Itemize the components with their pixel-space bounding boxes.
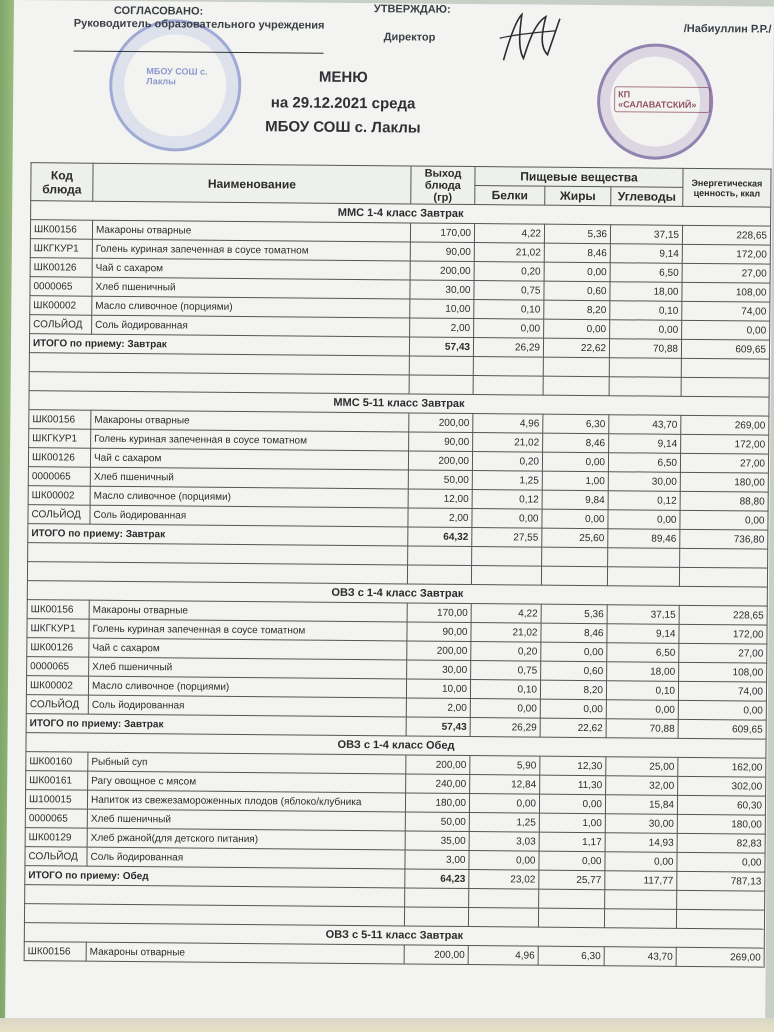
- dish-carbs: 0,00: [606, 700, 678, 720]
- dish-energy: 108,00: [682, 282, 770, 302]
- col-energy-header: Энергетическая ценность, ккал: [683, 168, 771, 207]
- dish-fat: 5,36: [544, 224, 610, 244]
- dish-protein: 0,00: [472, 509, 542, 529]
- dish-name: Рыбный суп: [88, 752, 406, 774]
- col-carbs-header: Углеводы: [611, 187, 683, 207]
- total-yield: 57,43: [406, 717, 470, 737]
- total-energy: 787,13: [677, 871, 765, 891]
- dish-name: Масло сливочное (порциями): [90, 486, 408, 508]
- empty-cell: [609, 358, 681, 378]
- dish-yield: 200,00: [404, 945, 468, 965]
- dish-yield: 30,00: [410, 280, 474, 300]
- empty-cell: [407, 565, 471, 585]
- dish-protein: 0,10: [470, 680, 540, 700]
- dish-yield: 90,00: [409, 432, 473, 452]
- dish-code: СОЛЬЙОД: [26, 695, 88, 715]
- dish-protein: 0,00: [474, 319, 544, 339]
- col-name-header: Наименование: [93, 163, 411, 204]
- dish-name: Макароны отварные: [89, 600, 407, 622]
- empty-cell: [679, 567, 767, 587]
- dish-protein: 0,75: [471, 661, 541, 681]
- empty-cell: [404, 907, 468, 927]
- dish-yield: 200,00: [409, 413, 473, 433]
- dish-protein: 1,25: [472, 471, 542, 491]
- dish-energy: 108,00: [679, 662, 767, 682]
- dish-code: СОЛЬЙОД: [28, 505, 90, 525]
- dish-energy: 88,80: [680, 491, 768, 511]
- dish-carbs: 9,14: [607, 624, 679, 644]
- dish-fat: 1,00: [539, 813, 605, 833]
- menu-table-body: [24, 201, 771, 967]
- dish-fat: 8,46: [544, 243, 610, 263]
- dish-yield: 50,00: [405, 812, 469, 832]
- total-fat: 22,62: [543, 338, 609, 358]
- dish-fat: 0,00: [544, 262, 610, 282]
- empty-cell: [538, 908, 604, 928]
- menu-document: [5, 0, 774, 1027]
- total-label: ИТОГО по приему: Обед: [25, 866, 405, 888]
- dish-carbs: 18,00: [607, 662, 679, 682]
- dish-yield: 200,00: [408, 451, 472, 471]
- dish-code: ШК00002: [26, 676, 88, 696]
- total-label: ИТОГО по приему: Завтрак: [28, 524, 408, 546]
- dish-fat: 0,00: [540, 699, 606, 719]
- agreed-signature-line: [74, 39, 324, 54]
- dish-energy: 162,00: [678, 757, 766, 777]
- dish-code: Ш100015: [25, 790, 87, 810]
- dish-carbs: 37,15: [607, 605, 679, 625]
- dish-carbs: 18,00: [610, 282, 682, 302]
- dish-carbs: 0,10: [606, 681, 678, 701]
- approve-role: Директор: [383, 31, 436, 44]
- total-protein: 26,29: [470, 718, 540, 738]
- col-code-header: Код блюда: [31, 163, 93, 202]
- total-carbs: 70,88: [606, 719, 678, 739]
- dish-yield: 170,00: [407, 603, 471, 623]
- dish-code: ШК00002: [30, 296, 92, 316]
- empty-cell: [468, 908, 538, 928]
- dish-code: 0000065: [30, 277, 92, 297]
- dish-protein: 5,90: [470, 756, 540, 776]
- dish-code: ШК00156: [24, 942, 86, 962]
- dish-carbs: 0,00: [608, 510, 680, 530]
- dish-protein: 4,96: [468, 946, 538, 966]
- total-energy: 736,80: [680, 529, 768, 549]
- dish-protein: 0,12: [472, 490, 542, 510]
- dish-energy: 228,65: [682, 225, 770, 245]
- agreed-title: СОГЛАСОВАНО:: [113, 4, 204, 18]
- dish-name: Голень куриная запеченная в соусе томатном: [92, 239, 410, 261]
- dish-carbs: 0,00: [610, 320, 682, 340]
- dish-yield: 240,00: [406, 774, 470, 794]
- empty-cell: [681, 377, 769, 397]
- dish-energy: 27,00: [680, 453, 768, 473]
- dish-yield: 3,00: [405, 850, 469, 870]
- dish-name: Соль йодированная: [87, 847, 405, 869]
- total-yield: 64,23: [405, 869, 469, 889]
- dish-fat: 0,00: [541, 642, 607, 662]
- dish-energy: 74,00: [682, 301, 770, 321]
- dish-carbs: 9,14: [609, 434, 681, 454]
- dish-protein: 0,00: [470, 699, 540, 719]
- dish-name: Масло сливочное (порциями): [92, 296, 410, 318]
- empty-cell: [681, 358, 769, 378]
- dish-energy: 27,00: [682, 263, 770, 283]
- dish-energy: 0,00: [682, 320, 770, 340]
- empty-cell: [605, 890, 677, 910]
- dish-name: Хлеб пшеничный: [90, 467, 408, 489]
- dish-fat: 11,30: [540, 775, 606, 795]
- dish-code: ШК00161: [26, 771, 88, 791]
- dish-protein: 21,02: [473, 433, 543, 453]
- empty-cell: [473, 357, 543, 377]
- dish-name: Масло сливочное (порциями): [88, 676, 406, 698]
- dish-energy: 180,00: [680, 472, 768, 492]
- section-title: ОВЗ с 1-4 класс Обед: [26, 733, 766, 758]
- dish-fat: 8,20: [544, 300, 610, 320]
- empty-cell: [539, 889, 605, 909]
- dish-protein: 4,22: [474, 224, 544, 244]
- menu-date: на 29.12.2021 среда: [270, 94, 416, 113]
- dish-code: ШК00156: [29, 410, 91, 430]
- dish-name: Макароны отварные: [92, 220, 410, 242]
- dish-protein: 0,20: [472, 452, 542, 472]
- dish-fat: 8,46: [543, 433, 609, 453]
- dish-energy: 172,00: [679, 624, 767, 644]
- school-stamp-text: МБОУ СОШ с. Лаклы: [146, 66, 208, 87]
- dish-fat: 0,00: [544, 319, 610, 339]
- director-signature-icon: [495, 8, 566, 69]
- dish-yield: 12,00: [408, 489, 472, 509]
- col-protein-header: Белки: [475, 186, 545, 206]
- dish-protein: 12,84: [470, 775, 540, 795]
- dish-energy: 0,00: [677, 852, 765, 872]
- dish-yield: 10,00: [410, 299, 474, 319]
- empty-cell: [471, 566, 541, 586]
- menu-table: [24, 162, 772, 967]
- empty-cell: [607, 567, 679, 587]
- dish-code: ШК00126: [28, 448, 90, 468]
- dish-yield: 90,00: [407, 622, 471, 642]
- dish-energy: 82,83: [677, 833, 765, 853]
- total-protein: 23,02: [469, 870, 539, 890]
- dish-carbs: 6,50: [608, 453, 680, 473]
- dish-energy: 74,00: [678, 681, 766, 701]
- company-stamp-text: КП «САЛАВАТСКИЙ»: [614, 86, 710, 113]
- dish-carbs: 37,15: [610, 225, 682, 245]
- dish-yield: 2,00: [410, 318, 474, 338]
- dish-code: 0000065: [28, 467, 90, 487]
- dish-carbs: 6,50: [607, 643, 679, 663]
- dish-yield: 90,00: [410, 242, 474, 262]
- dish-name: Соль йодированная: [92, 315, 410, 337]
- total-energy: 609,65: [678, 719, 766, 739]
- dish-code: ШК00129: [25, 828, 87, 848]
- dish-carbs: 43,70: [604, 947, 676, 967]
- dish-name: Рагу овощное с мясом: [88, 771, 406, 793]
- empty-cell: [469, 889, 539, 909]
- dish-protein: 0,75: [474, 281, 544, 301]
- dish-name: Соль йодированная: [90, 505, 408, 527]
- dish-fat: 1,00: [542, 471, 608, 491]
- dish-carbs: 0,00: [605, 852, 677, 872]
- dish-yield: 50,00: [408, 470, 472, 490]
- dish-code: 0000065: [25, 809, 87, 829]
- empty-cell: [609, 377, 681, 397]
- dish-code: ШК00002: [28, 486, 90, 506]
- dish-protein: 1,25: [469, 813, 539, 833]
- dish-yield: 2,00: [406, 698, 470, 718]
- dish-name: Чай с сахаром: [92, 258, 410, 280]
- dish-carbs: 43,70: [609, 415, 681, 435]
- dish-fat: 1,17: [539, 832, 605, 852]
- empty-cell: [676, 909, 764, 929]
- total-energy: 609,65: [681, 339, 769, 359]
- dish-protein: 0,00: [469, 794, 539, 814]
- dish-yield: 170,00: [410, 223, 474, 243]
- empty-cell: [473, 376, 543, 396]
- dish-energy: 172,00: [682, 244, 770, 264]
- dish-name: Хлеб пшеничный: [92, 277, 410, 299]
- dish-yield: 10,00: [406, 679, 470, 699]
- dish-carbs: 0,10: [610, 301, 682, 321]
- total-fat: 25,60: [542, 528, 608, 548]
- dish-protein: 21,02: [474, 243, 544, 263]
- dish-code: ШК00156: [27, 600, 89, 620]
- agreed-role: Руководитель образовательного учреждения: [73, 17, 325, 32]
- empty-cell: [405, 888, 469, 908]
- dish-yield: 180,00: [405, 793, 469, 813]
- dish-name: Чай с сахаром: [90, 448, 408, 470]
- dish-code: ШК00126: [27, 638, 89, 658]
- dish-yield: 35,00: [405, 831, 469, 851]
- dish-protein: 21,02: [471, 623, 541, 643]
- dish-code: ШК00160: [26, 752, 88, 772]
- dish-energy: 0,00: [678, 700, 766, 720]
- empty-cell: [604, 909, 676, 929]
- dish-fat: 0,00: [539, 851, 605, 871]
- total-carbs: 117,77: [605, 871, 677, 891]
- bottom-edge: [0, 1018, 774, 1032]
- dish-name: Хлеб пшеничный: [87, 809, 405, 831]
- dish-code: ШК00126: [30, 258, 92, 278]
- dish-code: СОЛЬЙОД: [25, 847, 87, 867]
- dish-fat: 8,46: [541, 623, 607, 643]
- dish-fat: 0,60: [541, 661, 607, 681]
- total-fat: 22,62: [540, 718, 606, 738]
- dish-fat: 6,30: [538, 946, 604, 966]
- dish-fat: 0,00: [539, 794, 605, 814]
- dish-name: Чай с сахаром: [89, 638, 407, 660]
- empty-cell: [409, 356, 473, 376]
- dish-carbs: 32,00: [606, 776, 678, 796]
- dish-energy: 269,00: [681, 415, 769, 435]
- total-protein: 27,55: [472, 528, 542, 548]
- dish-energy: 302,00: [678, 776, 766, 796]
- total-carbs: 89,46: [608, 529, 680, 549]
- empty-cell: [541, 566, 607, 586]
- dish-yield: 200,00: [406, 755, 470, 775]
- total-label: ИТОГО по приему: Завтрак: [29, 334, 409, 356]
- dish-energy: 180,00: [677, 814, 765, 834]
- dish-code: ШКГКУР1: [30, 239, 92, 259]
- dish-fat: 0,00: [542, 452, 608, 472]
- dish-fat: 0,00: [542, 509, 608, 529]
- dish-protein: 0,00: [469, 851, 539, 871]
- dish-carbs: 14,93: [605, 833, 677, 853]
- dish-name: Макароны отварные: [91, 410, 409, 432]
- col-fat-header: Жиры: [545, 186, 611, 206]
- section-title: ОВЗ с 1-4 класс Завтрак: [27, 581, 767, 606]
- approve-title: УТВЕРЖДАЮ:: [373, 3, 451, 16]
- empty-cell: [677, 890, 765, 910]
- section-title: ММС 5-11 класс Завтрак: [29, 391, 769, 416]
- section-title: ОВЗ с 5-11 класс Завтрак: [24, 923, 764, 948]
- empty-cell: [680, 548, 768, 568]
- dish-fat: 9,84: [542, 490, 608, 510]
- dish-protein: 0,20: [471, 642, 541, 662]
- total-protein: 26,29: [473, 338, 543, 358]
- dish-energy: 0,00: [680, 510, 768, 530]
- total-fat: 25,77: [539, 870, 605, 890]
- dish-carbs: 30,00: [608, 472, 680, 492]
- dish-energy: 172,00: [681, 434, 769, 454]
- dish-name: Соль йодированная: [88, 695, 406, 717]
- col-nutrients-header: Пищевые вещества: [475, 167, 683, 188]
- total-yield: 64,32: [408, 527, 472, 547]
- dish-carbs: 9,14: [610, 244, 682, 264]
- approve-name: /Набиуллин Р.Р./: [683, 22, 772, 36]
- dish-yield: 2,00: [408, 508, 472, 528]
- dish-name: Хлеб ржаной(для детского питания): [87, 828, 405, 850]
- dish-energy: 228,65: [679, 605, 767, 625]
- school-name: МБОУ СОШ с. Лаклы: [265, 118, 421, 137]
- dish-yield: 200,00: [407, 641, 471, 661]
- dish-energy: 60,30: [677, 795, 765, 815]
- dish-yield: 30,00: [407, 660, 471, 680]
- empty-cell: [608, 548, 680, 568]
- dish-protein: 0,10: [474, 300, 544, 320]
- dish-carbs: 0,12: [608, 491, 680, 511]
- section-title: ММС 1-4 класс Завтрак: [31, 201, 771, 226]
- dish-yield: 200,00: [410, 261, 474, 281]
- dish-protein: 4,96: [473, 414, 543, 434]
- dish-code: 0000065: [27, 657, 89, 677]
- dish-name: Напиток из свежезамороженных плодов (яблоко/клубника: [87, 790, 405, 812]
- dish-name: Хлеб пшеничный: [89, 657, 407, 679]
- dish-fat: 0,60: [544, 281, 610, 301]
- dish-carbs: 6,50: [610, 263, 682, 283]
- dish-energy: 269,00: [676, 947, 764, 967]
- dish-fat: 8,20: [540, 680, 606, 700]
- total-label: ИТОГО по приему: Завтрак: [26, 714, 406, 736]
- dish-code: СОЛЬЙОД: [30, 315, 92, 335]
- dish-carbs: 30,00: [605, 814, 677, 834]
- empty-cell: [472, 547, 542, 567]
- empty-cell: [543, 357, 609, 377]
- empty-cell: [543, 376, 609, 396]
- empty-cell: [542, 547, 608, 567]
- dish-fat: 6,30: [543, 414, 609, 434]
- total-carbs: 70,88: [609, 339, 681, 359]
- dish-protein: 3,03: [469, 832, 539, 852]
- dish-code: ШКГКУР1: [29, 429, 91, 449]
- dish-name: Макароны отварные: [86, 942, 404, 964]
- dish-code: ШКГКУР1: [27, 619, 89, 639]
- dish-protein: 4,22: [471, 604, 541, 624]
- dish-name: Голень куриная запеченная в соусе томатном: [91, 429, 409, 451]
- dish-fat: 12,30: [540, 756, 606, 776]
- dish-protein: 0,20: [474, 262, 544, 282]
- dish-code: ШК00156: [30, 220, 92, 240]
- menu-title: МЕНЮ: [318, 68, 368, 87]
- empty-cell: [409, 375, 473, 395]
- dish-carbs: 25,00: [606, 757, 678, 777]
- empty-cell: [408, 546, 472, 566]
- dish-carbs: 15,84: [605, 795, 677, 815]
- col-yield-header: Выход блюда (гр): [411, 166, 475, 205]
- dish-fat: 5,36: [541, 604, 607, 624]
- total-yield: 57,43: [409, 337, 473, 357]
- dish-name: Голень куриная запеченная в соусе томатном: [89, 619, 407, 641]
- dish-energy: 27,00: [679, 643, 767, 663]
